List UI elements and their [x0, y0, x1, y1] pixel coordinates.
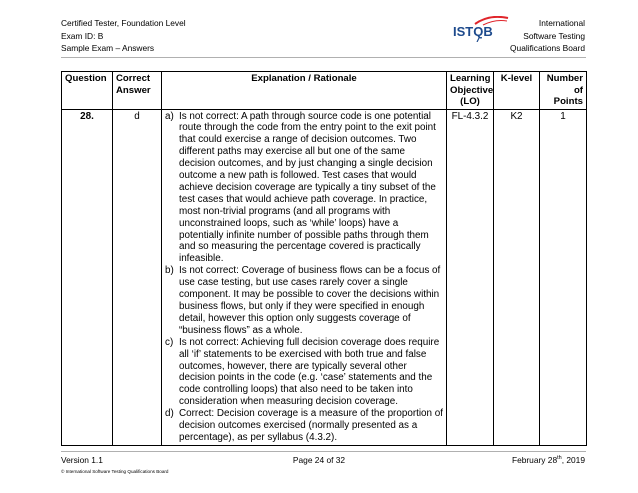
footer-copyright: © International Software Testing Qualifications Board	[61, 469, 169, 474]
answer-table	[61, 71, 587, 446]
header-line-doc-type: Sample Exam – Answers	[61, 43, 155, 54]
col-header-k-level: K-level	[494, 72, 540, 110]
col-header-points: Number of Points	[540, 72, 587, 110]
learning-objective: FL-4.3.2	[447, 109, 494, 445]
k-level: K2	[494, 109, 540, 445]
table-header-row	[62, 72, 587, 110]
col-header-correct-answer: Correct Answer	[113, 72, 162, 110]
col-header-explanation: Explanation / Rationale	[162, 72, 447, 110]
logo-text: ISTQB	[453, 24, 493, 39]
option-letter: a)	[165, 110, 174, 122]
option-c	[165, 337, 443, 408]
col-header-question: Question	[62, 72, 113, 110]
istqb-logo	[453, 16, 509, 42]
option-letter: c)	[165, 336, 174, 348]
question-number: 28.	[62, 109, 113, 445]
header-org-line-1: International	[538, 18, 585, 28]
explanation-cell	[162, 109, 447, 445]
option-d	[165, 408, 443, 444]
option-letter: d)	[165, 408, 174, 420]
footer-date	[512, 455, 585, 465]
col-header-learning-objective: Learning Objective (LO)	[447, 72, 494, 110]
footer-date-prefix: February 28	[511, 455, 558, 465]
footer-divider	[61, 451, 586, 452]
option-text: Is not correct: Coverage of business flows can be a focus of use case testing, but use cases rarely cover a single component. It may be possible to cover the decisions within business flows, but only if they were specified in enough detail, however this option only suggests coverage of “business flows” as a whole.	[179, 265, 441, 336]
header-line-exam-id: Exam ID: B	[61, 30, 104, 41]
table-row	[62, 109, 587, 445]
header-org-line-3: Qualifications Board	[510, 43, 585, 54]
footer-page-number: Page 24 of 32	[292, 455, 346, 465]
header-left	[61, 17, 186, 55]
option-text: Correct: Decision coverage is a measure of the proportion of decision outcomes exercised (normally presented as a percentage), as per syllabus (4.3.2).	[179, 408, 444, 443]
option-b	[165, 265, 443, 336]
option-text: Is not correct: A path through source code is one potential route through the code from the entry point to the exit point that could exercise a range of decision outcomes. Two different paths may exercise all but one of the same decision outcomes, and by just changing a single decision outcome a new path is followed. Test cases that would achieve decision coverage are typically a tiny subset of the test cases that would achieve path coverage. In practice, most non-trivial programs (and all programs with unconstrained loops, such as ‘while’ loops) have a potentially infinite number of possible paths through them and so measuring the percentage covered is practically infeasible.	[179, 110, 436, 265]
header-org-line-2: Software Testing	[523, 30, 585, 41]
header-line-title: Certified Tester, Foundation Level	[61, 18, 186, 28]
option-letter: b)	[165, 265, 174, 277]
header-divider	[61, 57, 586, 58]
header-right	[510, 17, 585, 55]
points: 1	[540, 109, 587, 445]
option-a	[165, 111, 443, 266]
footer-version: Version 1.1	[61, 455, 103, 465]
footer-date-suffix: , 2019	[561, 455, 585, 465]
option-list	[165, 111, 443, 444]
footer-date-ordinal: th	[557, 455, 562, 462]
correct-answer: d	[113, 109, 162, 445]
option-text: Is not correct: Achieving full decision coverage does require all ‘if’ statements to be exercised with both true and false outcomes, however, there are typically several other decision points in the code (e.g. ‘case’ statements and the code controlling loops) that also need to be taken into consideration when measuring decision coverage.	[179, 336, 440, 408]
